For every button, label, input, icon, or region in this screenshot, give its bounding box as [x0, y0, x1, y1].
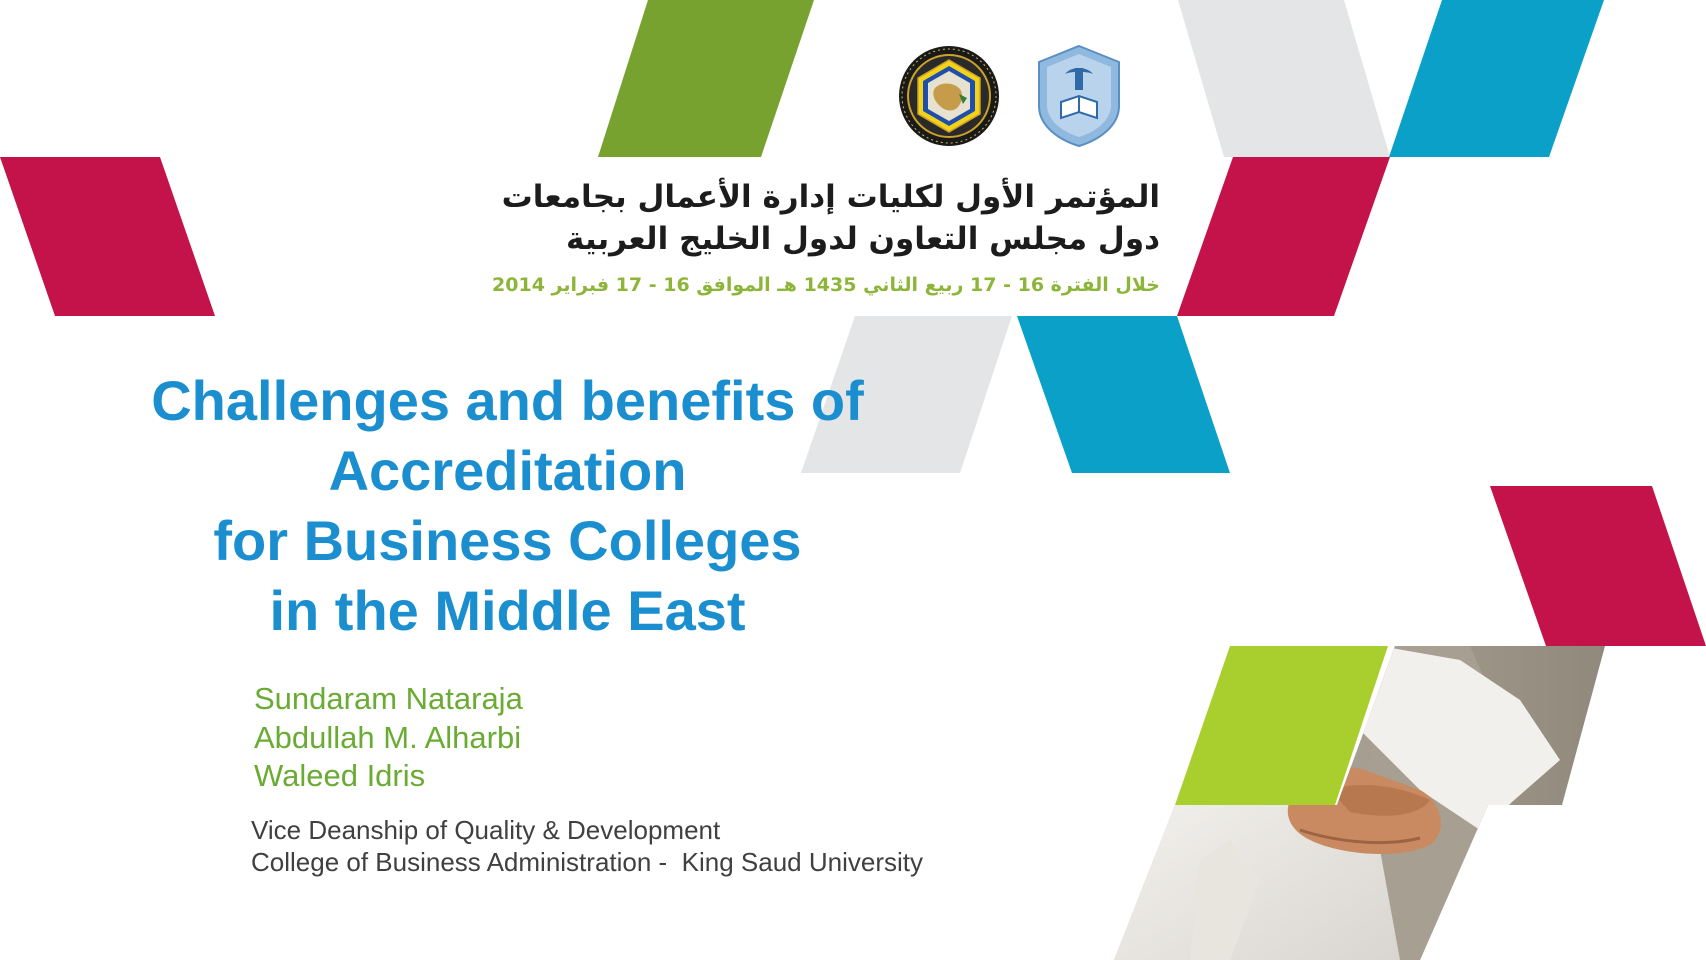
- title-line-4: in the Middle East: [269, 579, 746, 642]
- conference-title-line-1: المؤتمر الأول لكليات إدارة الأعمال بجامعات: [501, 179, 1160, 215]
- title-line-1: Challenges and benefits of: [151, 369, 864, 432]
- title-line-2: Accreditation: [328, 439, 687, 502]
- author-name: Sundaram Nataraja: [254, 681, 523, 716]
- crimson-parallelogram-right: [1177, 157, 1390, 316]
- affiliation-line-2: College of Business Administration - King Saud University: [251, 847, 923, 877]
- teal-parallelogram-top: [1389, 0, 1604, 157]
- gray-parallelogram-top: [1178, 0, 1390, 157]
- teal-parallelogram-middle: [1017, 316, 1230, 473]
- king-saud-university-logo: [1033, 44, 1125, 148]
- author-name: Abdullah M. Alharbi: [254, 719, 522, 755]
- affiliation: [251, 814, 923, 878]
- crimson-parallelogram-left: [0, 157, 215, 316]
- gcc-emblem-logo: [897, 44, 1001, 148]
- crimson-parallelogram-lower: [1490, 486, 1706, 646]
- presentation-title: [110, 366, 905, 646]
- affiliation-line-1: Vice Deanship of Quality & Development: [251, 815, 721, 845]
- title-line-3: for Business Colleges: [213, 509, 802, 572]
- author-list: [254, 680, 523, 796]
- author-name: Waleed Idris: [254, 758, 426, 793]
- green-parallelogram: [598, 0, 814, 157]
- conference-date: خلال الفترة 16 - 17 ربيع الثاني 1435 هـ الموافق 16 - 17 فبراير 2014: [492, 274, 1160, 296]
- conference-title-line-2: دول مجلس التعاون لدول الخليج العربية: [566, 221, 1160, 257]
